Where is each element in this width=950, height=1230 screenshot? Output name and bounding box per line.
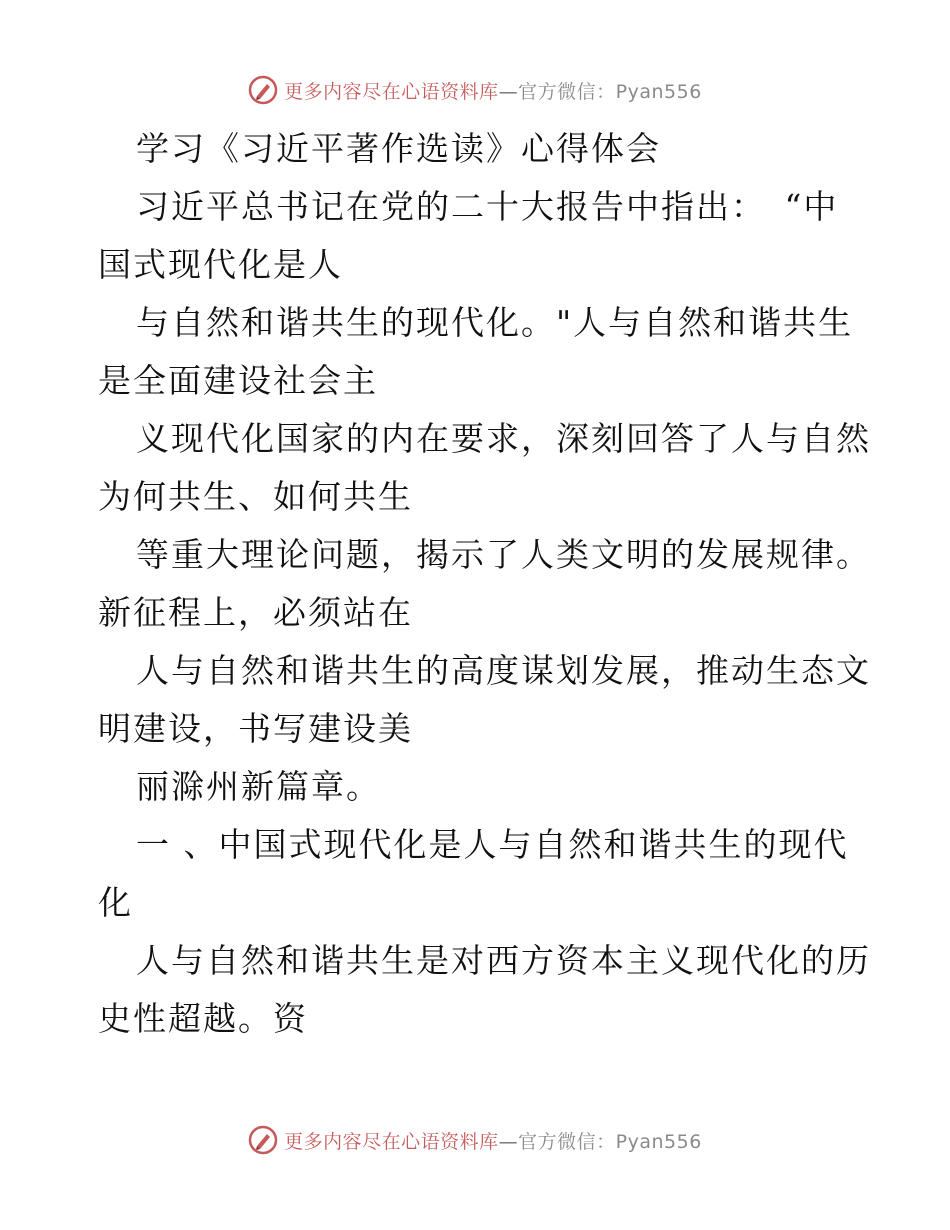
footer-separator: — — [498, 1130, 519, 1153]
footer-brand-text: 更多内容尽在心语资料库 — [284, 1130, 499, 1153]
document-body — [98, 120, 871, 1048]
paragraph-line: 人与自然和谐共生的高度谋划发展，推动生态文 — [136, 651, 871, 690]
header-banner-text — [284, 77, 702, 104]
paragraph-line: 义现代化国家的内在要求，深刻回答了人与自然 — [136, 419, 871, 458]
paragraph-line: 国式现代化是人 — [98, 245, 343, 284]
pen-logo-icon — [248, 75, 278, 105]
footer-banner — [0, 1122, 950, 1158]
paragraph-line: 史性超越。资 — [98, 999, 308, 1038]
header-banner — [0, 72, 950, 108]
paragraph-line: 与自然和谐共生的现代化。"人与自然和谐共生 — [136, 303, 854, 342]
paragraph-line: 等重大理论问题，揭示了人类文明的发展规律。 — [136, 535, 871, 574]
paragraph-line: 新征程上，必须站在 — [98, 593, 413, 632]
pen-logo-icon — [248, 1125, 278, 1155]
header-separator: — — [498, 80, 519, 103]
paragraph-line: 人与自然和谐共生是对西方资本主义现代化的历 — [136, 941, 871, 980]
paragraph-line: 为何共生、如何共生 — [98, 477, 413, 516]
header-contact-text: 官方微信：Pyan556 — [518, 80, 702, 103]
paragraph-line: 明建设，书写建设美 — [98, 709, 413, 748]
footer-contact-text: 官方微信：Pyan556 — [518, 1130, 702, 1153]
header-brand-text: 更多内容尽在心语资料库 — [284, 80, 499, 103]
section-heading-line: 一 、中国式现代化是人与自然和谐共生的现代 — [136, 825, 849, 864]
paragraph-line: 是全面建设社会主 — [98, 361, 378, 400]
paragraph-line: 习近平总书记在党的二十大报告中指出： “中 — [136, 187, 839, 226]
section-heading-line: 化 — [98, 883, 133, 922]
document-title: 学习《习近平著作选读》心得体会 — [136, 129, 661, 168]
paragraph-line: 丽滁州新篇章。 — [136, 767, 381, 806]
footer-banner-text — [284, 1127, 702, 1154]
